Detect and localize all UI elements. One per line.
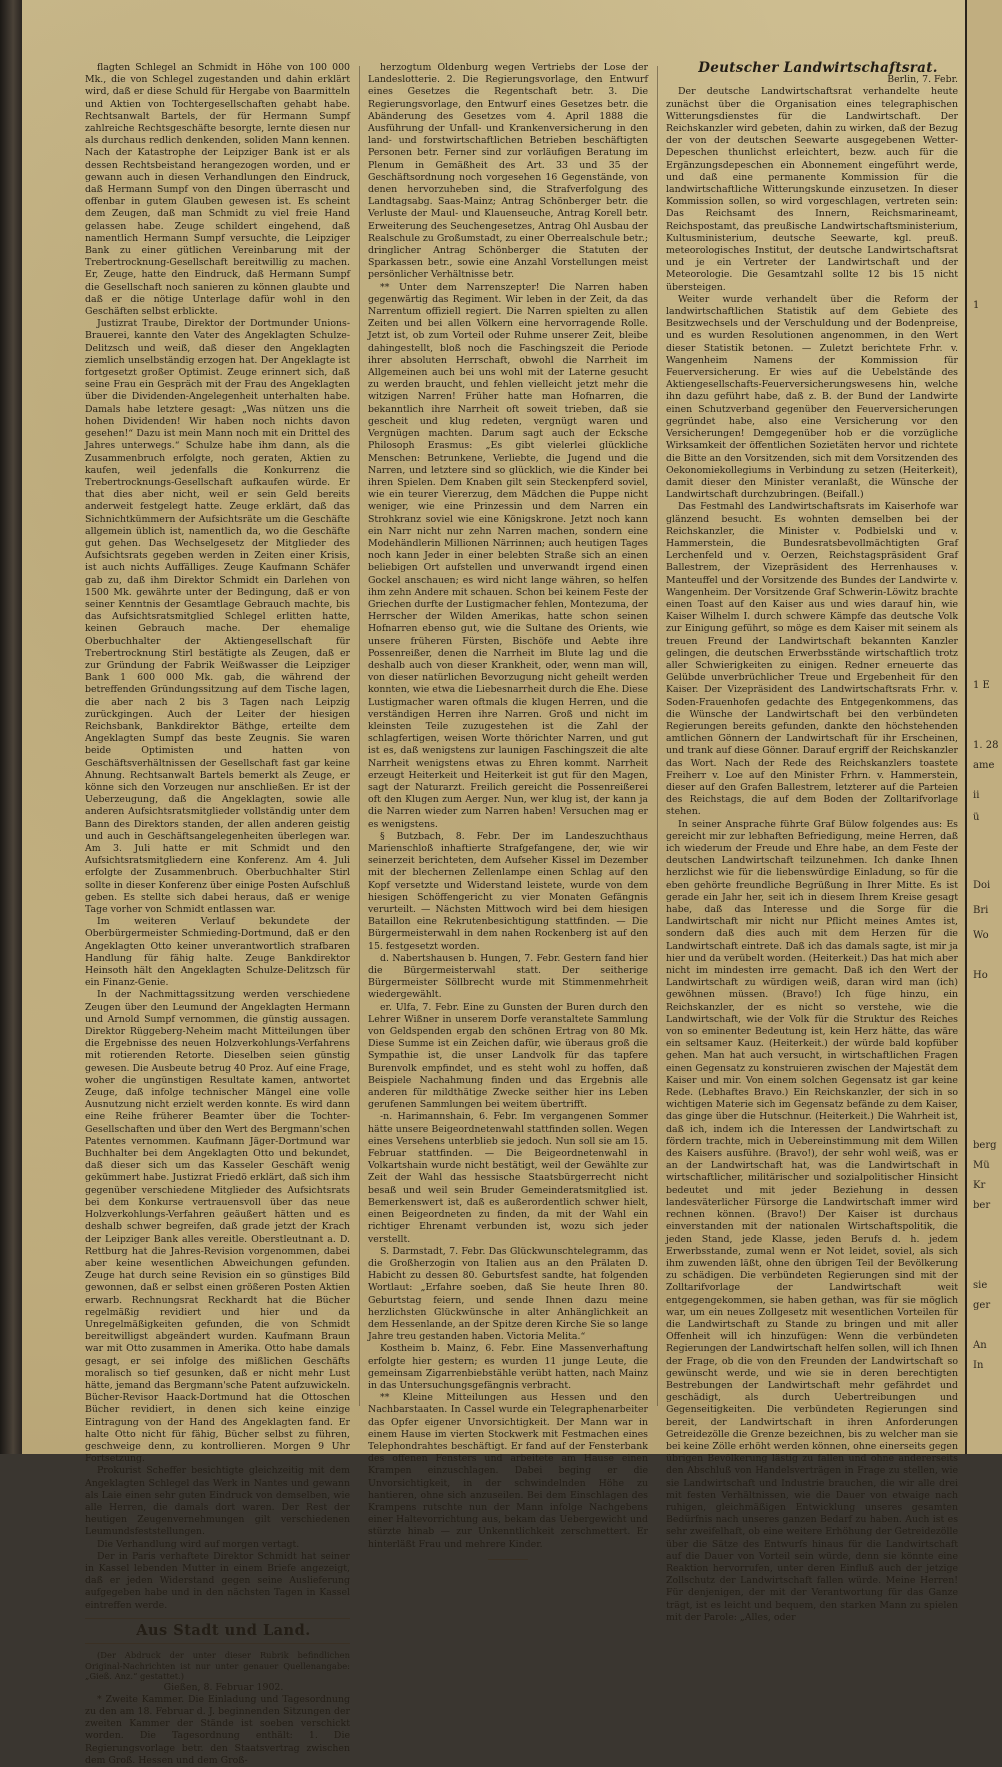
edge-fragment: 1 E (973, 680, 990, 691)
paragraph: er. Ulfa, 7. Febr. Eine zu Gunsten der Buren durch den Lehrer Wißner in unserem Dorfe veranstaltete Sammlung von Geldspenden ergab den schönen Ertrag von 80 Mk. Diese Summe ist ein Zeichen dafür, wie überaus groß die Sympathie ist, die unser Landvolk für das tapfere Burenvolk empfindet, und es steht wohl zu hoffen, daß Beispiele Nachahmung finden und das Ergebnis alle anderen für mildthätige Zwecke seither hier ins Leben gerufenen Sammlungen bei weitem übertrifft. (368, 1001, 648, 1111)
paragraph: § Butzbach, 8. Febr. Der im Landeszuchthaus Marienschloß inhaftierte Strafgefangene, der, wie wir seinerzeit berichteten, dem Aufseher Kissel im Dezember mit der blechernen Zellenlampe einen Schlag auf den Kopf versetzte und Widerstand leistete, wurde von dem hiesigen Schöffengericht zu vier Monaten Gefängnis verurteilt. — Nächsten Mittwoch wird bei dem hiesigen Bataillon eine Rekrutenbesichtigung stattfinden. — Die Bürgermeisterwahl in dem nahen Rockenberg ist auf den 15. festgesetzt worden. (368, 830, 648, 952)
article-title: Deutscher Landwirtschaftsrat. (698, 60, 938, 76)
paragraph: In seiner Ansprache führte Graf Bülow folgendes aus: Es gereicht mir zur lebhaften Befriedigung, meine Herren, daß ich wiederum der Freude und Ehre habe, an dem Feste der deutschen Landwirtschaft teilzunehmen. Ich danke Ihnen herzlichst wie für die liebenswürdige Einladung, so für die eben gehörte freundliche Begrüßung in Ihrer Mitte. Es ist gerade ein Jahr her, seit ich in diesem Ihrem Kreise gesagt habe, daß das Interesse und die Sorge für die Landwirtschaft mir nicht nur Pflicht meines Amtes ist, sondern daß dies auch mit dem Herzen für die Landwirtschaft eintrete. Daß ich das damals sagte, ist mir ja hier und da verübelt worden. (Heiterkeit.) Das hat mich aber nicht im mindesten irre gemacht. Daß ich den Wert der Landwirtschaft zu würdigen weiß, daran wird man (ich) gewöhnen müssen. (Bravo!) Ich füge hinzu, ein Reichskanzler, der es nicht so verstehe, wie die Landwirtschaft, wie der Volk für die Struktur des Reiches von so eminenter Bedeutung ist, kein Herz hätte, das wäre ein seltsamer Kauz. (Heiterkeit.) der würde bald kopfüber gehen. Man hat auch versucht, in wirtschaftlichen Fragen einen Gegensatz zu konstruieren zwischen der Majestät dem Kaiser und mir. Von einem solchen Gegensatz ist gar keine Rede. (Lebhaftes Bravo.) Ein Reichskanzler, der sich in so wichtigen Materie sich im Gegensatz befände zu dem Kaiser, das ginge über die Hutschnur. (Heiterkeit.) Die Wahrheit ist, daß ich, indem ich die Interessen der Landwirtschaft zu fördern trachte, mich in Uebereinstimmung mit dem Willen des Kaisers ausführe. (Bravo!), der sehr wohl weiß, was er an der Landwirtschaft hat, was die Landwirtschaft in wirtschaftlicher, militärischer und sozialpolitischer Hinsicht bedeutet und mit jeder Beziehung in dessen landesväterlicher Fürsorge die Landwirtschaft immer wird rechnen können. (Bravo!) Der Kaiser ist durchaus einverstanden mit der nationalen Wirtschaftspolitik, die jeden Stand, jede Klasse, jeden Berufs d. h. jedem Erwerbsstande, zumal wenn er Not leidet, soviel, als sich ihm zuwenden läßt, ohne den übrigen Teil der Bevölkerung zu schädigen. Die verbündeten Regierungen sind mit der Zolltarifvorlage der Landwirtschaft weit entgegengekommen, sie haben gethan, was für sie möglich war, um ein neues Zollgesetz mit wesentlichen Vorteilen für die Landwirtschaft zu Stande zu bringen und mit aller Offenheit will ich hinzufügen: Wenn die verbündeten Regierungen der Landwirtschaft helfen sollen, will ich Ihnen der Frage, ob die von den Freunden der Landwirtschaft so gewünscht werde, und wie sie in deren berechtigten Bestrebungen der Landwirtschaft mehr gefährdet und geschädigt, als durch Uebertreibungen und Gegenseitigkeiten. Die verbündeten Regierungen sind bereit, der Landwirtschaft in ihren Anforderungen Getreidezölle die Grenze bezeichnen, bis zu welcher man sie bei keine Zölle erhöht werden können, ohne einerseits gegen übrigen Bevölkerung lästig zu fallen und ohne andererseits den Abschluß von Handelsverträgen in Frage zu stellen, wie sie Landwirtschaft und Industrie brauchen, die wir alle drei mit festen Verhältnissen, wie die Dauer von etwaige nach ruhigen, gleichmäßigen Entwicklung unseres gesamten Bedürfnis nach unseres ganzen Bedarf zu haben. Auch ist es sehr zweifelhaft, ob eine weitere Erhöhung der Getreidezölle über die Sätze des Entwurfs hinaus für die Landwirtschaft auf die Dauer von Vorteil sein würde, denn sie könnte eine Reaktion hervorrufen, unter deren Einfluß auch der jetzige Zollschutz der Landwirtschaft fallen würde. Meine Herren! Für denjenigen, der mit der Verantwortung für das Ganze trägt, ist es leicht und bequem, den starken Mann zu spielen mit der Parole: „Alles, oder (666, 818, 958, 1623)
section-note: (Der Abdruck der unter dieser Rubrik befindlichen Original-Nachrichten ist nur unter genauer Quellenangabe: „Gieß. Anz.“ gestattet.) (85, 1650, 350, 1681)
edge-fragment: ger (973, 1300, 991, 1311)
end-dash (488, 1559, 528, 1560)
paragraph: d. Nabertshausen b. Hungen, 7. Febr. Gestern fand hier die Bürgermeisterwahl statt. Der seitherige Bürgermeister Söllbrecht wurde mit Stimmenmehrheit wiedergewählt. (368, 952, 648, 1001)
paragraph: Der in Paris verhaftete Direktor Schmidt hat seiner in Kassel lebenden Mutter in einem Briefe angezeigt, daß er jeden Widerstand gegen seine Auslieferung aufgegeben habe und in den nächsten Tagen in Kassel eintreffen werde. (85, 1550, 350, 1611)
edge-fragment: 1 (973, 300, 980, 311)
edge-fragment: Mü (973, 1160, 990, 1171)
edge-fragment: An (973, 1340, 987, 1351)
paragraph: Kostheim b. Mainz, 6. Febr. Eine Massenverhaftung erfolgte hier gestern; es wurden 11 junge Leute, die gemeinsam Zigarrenbiebstähle verübt hatten, nach Mainz in das Untersuchungsgefängnis verbracht. (368, 1343, 648, 1391)
column-right (666, 60, 958, 1623)
edge-fragment: In (973, 1360, 984, 1371)
paragraph: Weiter wurde verhandelt über die Reform der landwirtschaftlichen Statistik auf dem Gebiete des Besitzwechsels und der Verschuldung und der Bodenpreise, und es wurden Resolutionen angenommen, in den Wert dieser Statistik betonen. — Zuletzt berichtete Frhr. v. Wangenheim Namens der Kommission für Feuerversicherung. Er wies auf die Uebelstände des Aktiengesellschafts-Feuerversicherungswesens hin, welche ihn dazu geführt habe, daß z. B. der Bund der Landwirte einen Schutzverband gegenüber den Feuerversicherungen gegründet habe, also eine Versicherung vor den Versicherungen! Demgegenüber hob er die vorzügliche Wirksamkeit der öffentlichen Sozietäten hervor und richtete die Bitte an den Vorsitzenden, sich mit dem Vorsitzenden des Oekonomiekollegiums in Verbindung zu setzen (Heiterkeit), damit dieser den Minister veranlaßt, die Wünsche der Landwirtschaft durchzubringen. (Beifall.) (666, 293, 958, 501)
newspaper-page (22, 0, 965, 1766)
section-divider (85, 1618, 350, 1619)
paragraph: Das Festmahl des Landwirtschaftsrats im Kaiserhofe war glänzend besucht. Es wohnten demselben bei der Reichskanzler, die Minister v. Podbielski und v. Hammerstein, die Bundesratsbevollmächtigten Graf Lerchenfeld und v. Oerzen, Reichstagspräsident Graf Ballestrem, der Vizepräsident des Herrenhauses v. Manteuffel und der Vorsitzende des Bundes der Landwirte v. Wangenheim. Der Vorsitzende Graf Schwerin-Löwitz brachte einen Toast auf den Kaiser aus und wies darauf hin, wie Kaiser Wilhelm I. durch schwere Kämpfe das deutsche Volk zur Einigung geführt, so möge es dem Kaiser mit seinem als treuen Freund der Landwirtschaft bekannten Kanzler gelingen, die deutschen Erwerbsstände wirtschaftlich trotz aller Schwierigkeiten zu einigen. Redner erneuerte das Gelübde unverbrüchlicher Treue und Ergebenheit für den Kaiser. Der Vizepräsident des Landwirtschaftsrats Frhr. v. Soden-Frauenhofen gedachte des Entgegenkommens, das die Wünsche der Landwirtschaft bei den verbündeten Regierungen bereits gefunden, dankte den höchstehenden amtlichen Gönnern der Landwirtschaft für ihr Erscheinen, und trank auf diese Gönner. Darauf ergriff der Reichskanzler das Wort. Nach der Rede des Reichskanzlers toastete Freiherr v. Loe auf den Minister Frhrn. v. Hammerstein, dieser auf den Grafen Ballestrem, letzterer auf die Parteien des Reichstags, die auf dem Boden der Zolltarifvorlage stehen. (666, 501, 958, 818)
column-left (85, 62, 350, 1766)
paragraph: Der deutsche Landwirtschaftsrat verhandelte heute zunächst über die Organisation eines telegraphischen Witterungsdienstes für die Landwirtschaft. Der Reichskanzler wird gebeten, dahin zu wirken, daß der Bezug der von der deutschen Seewarte ausgegebenen Wetter-Depeschen thunlichst erleichtert, bezw. auch für die Ergänzungsdepeschen ein Abonnement eingeführt werde, und daß eine permanente Kommission für die landwirtschaftliche Witterungskunde einzusetzen. In dieser Kommission sollen, so wird vorgeschlagen, vertreten sein: Das Reichsamt des Innern, Reichsmarineamt, Reichspostamt, das preußische Landwirtschaftsministerium, Kultusministerium, deutsche Seewarte, kgl. preuß. meteorologisches Institut, der deutsche Landwirtschaftsrat und je ein Vertreter der Landwirtschaft und der Meteorologie. Die Gesamtzahl sollte 12 bis 15 nicht übersteigen. (666, 86, 958, 293)
paragraph: -n. Harimannshain, 6. Febr. Im vergangenen Sommer hätte unsere Beigeordnetenwahl stattfinden sollen. Wegen eines Versehens unterblieb sie jedoch. Nun soll sie am 15. Februar stattfinden. — Die Beigeordnetenwahl in Volkartshain wurde nicht bestätigt, weil der Gewählte zur Zeit der Wahl das hessische Staatsbürgerrecht nicht besaß und weil sein Bruder Gemeinderatsmitglied ist. Bemerkenswert ist, daß es außerordentlich schwer hielt, einen Beigeordneten zu finden, da mit der Wahl ein richtiger Ehrenamt verbunden ist, wozu sich jeder verstellt. (368, 1111, 648, 1245)
paragraph: ** Unter dem Narrenszepter! Die Narren haben gegenwärtig das Regiment. Wir leben in der Zeit, da das Narrentum offiziell regiert. Die Narren spielten zu allen Zeiten und bei allen Völkern eine hervorragende Rolle. Jetzt ist, ob zum Vorteil oder Ruhme unserer Zeit, bleibe dahingestellt, bloß noch die Faschingszeit die Periode ihrer absoluten Herrschaft, obwohl die Narrheit im Allgemeinen auch bei uns wohl mit der Laterne gesucht zu werden braucht, und fehlen vielleicht jetzt mehr die witzigen Narren! Früher hatte man Hofnarren, die bekanntlich ihre Narrheit oft soweit trieben, daß sie gescheit und klug redeten, vergnügt waren und Vergnügen machten. Darum sagt auch der Ecksche Philosoph Erasmus: „Es gibt vielerlei glückliche Menschen: Betrunkene, Verliebte, die Jugend und die Narren, und letztere sind so glücklich, wie die Kinder bei ihren Spielen. Dem Knaben gilt sein Steckenpferd soviel, wie ein teurer Viererzug, dem Mädchen die Puppe nicht weniger, wie eine Prinzessin und dem Narren ein Strohkranz soviel wie eine Königskrone. Jetzt noch kann ein Narr nicht nur zehn Narren machen, sondern eine Modehändlerin Millionen Närrinnen; auch heutigen Tages noch kann Jeder in einer belebten Straße sich an einen beliebigen Ort aufstellen und unverwandt irgend einen Gockel anschauen; es wird nicht lange währen, so helfen ihm zehn Andere mit schauen. Schon bei keinem Feste der Griechen durfte der Lustigmacher fehlen, Montezuma, der Herrscher der Wilden Amerikas, hatte schon seinen Hofnarren ebenso gut, wie die Sultane des Orients, wie unsere früheren Fürsten, Bischöfe und Aebte ihre Possenreißer, denen die Narrheit im Blute lag und die deshalb auch von dieser Krankheit, oder, wenn man will, von dieser natürlichen Bevorzugung nicht geheilt werden konnten, wie etwa die Liebesnarrheit durch die Ehe. Diese Lustigmacher waren oftmals die klugen Herren, und die verständigen Herren ihre Narren. Groß und nicht im kleinsten Teile zuzugestehen ist die Zahl der schlagfertigen, weisen Worte thörichter Narren, und gut ist es, daß wenigstens zur launigen Faschingszeit die alte Narrheit wenigstens etwas zu Ehren kommt. Narrheit erzeugt Heiterkeit und Heiterkeit ist gut für den Magen, sagt der Naturarzt. Freilich gereicht die Possenreißerei oft den Klugen zum Aerger. Nun, wer klug ist, der kann ja die Narren wieder zum Narren haben! Versuchen mag er es wenigstens. (368, 281, 648, 830)
paragraph: * Zweite Kammer. Die Einladung und Tagesordnung zu den am 18. Februar d. J. beginnenden Sitzungen der zweiten Kammer der Stände ist soeben verschickt worden. Die Tagesordnung enthält: 1. Die Regierungsvorlage betr. den Staatsvertrag zwischen dem Groß. Hessen und dem Groß- (85, 1693, 350, 1766)
section-title: Aus Stadt und Land. (136, 1621, 311, 1639)
edge-fragment: ii (973, 790, 980, 801)
dateline: Berlin, 7. Febr. (887, 74, 958, 86)
edge-fragment: berg (973, 1140, 997, 1151)
edge-fragment: Ho (973, 970, 988, 981)
adjacent-page-edge (965, 0, 1002, 1454)
column-rule (657, 66, 658, 1406)
paragraph: S. Darmstadt, 7. Febr. Das Glückwunschtelegramm, das die Großherzogin von Italien aus an den Prälaten D. Habicht zu dessen 80. Geburtsfest sandte, hat folgenden Wortlaut: „Erfahre soeben, daß Sie heute Ihren 80. Geburtstag feiern, und sende Ihnen dazu meine herzlichsten Glückwünsche in alter Anhänglichkeit an dem Hessenlande, an der Spitze deren Kirche Sie so lange Jahre treu gestanden haben. Victoria Melita.“ (368, 1245, 648, 1343)
edge-fragment: sie (973, 1280, 988, 1291)
dateline: Gießen, 8. Februar 1902. (163, 1681, 284, 1693)
edge-fragment: Bri (973, 905, 989, 916)
column-middle (368, 62, 648, 1550)
edge-fragment: ame (973, 760, 995, 771)
book-spine (0, 0, 22, 1454)
edge-fragment: ber (973, 1200, 991, 1211)
paragraph: herzogtum Oldenburg wegen Vertriebs der Lose der Landeslotterie. 2. Die Regierungsvorlage, den Entwurf eines Gesetzes die Regentschaft betr. 3. Die Regierungsvorlage, den Entwurf eines Gesetzes betr. die Abänderung des Gesetzes vom 4. April 1888 die Ausführung der Unfall- und Krankenversicherung in den land- und forstwirtschaftlichen Betrieben beschäftigten Personen betr. Ferner sind zur vorläufigen Beratung im Plenum in Gemäßheit des Art. 33 und 35 der Geschäftsordnung noch vorgesehen 16 Gegenstände, von denen hervorzuheben sind, die Strafverfolgung des Landtagsabg. Saas-Mainz; Antrag Schönberger betr. die Verluste der Maul- und Klauenseuche, Antrag Korell betr. Erweiterung des Seuchengesetzes, Antrag Ohl Ausbau der Realschule zu Großumstadt, zu einer Oberrealschule betr.; dringlicher Antrag Schönberger die Statuten der Sparkassen betr., sowie eine Anzahl Vorstellungen meist persönlicher Verhältnisse betr. (368, 62, 648, 281)
edge-fragment: Wo (973, 930, 989, 941)
paragraph: Die Verhandlung wird auf morgen vertagt. (97, 1538, 300, 1550)
paragraph: Justizrat Traube, Direktor der Dortmunder Unions-Brauerei, kannte den Vater des Angeklagten Schulze-Delitzsch und weiß, daß dieser den Angeklagten ziemlich unselbständig erzogen hat. Der Angeklagte ist fortgesetzt großer Optimist. Zeuge erinnert sich, daß seine Frau ein Gespräch mit der Frau des Angeklagten über die Dividenden-Angelegenheit unterhalten habe. Damals habe letztere gesagt: „Was nützen uns die hohen Dividenden! Wir haben noch nichts davon gesehen!“ Dazu ist mein Mann noch mit ein Drittel des Jahres unterwegs.“ Schulze habe ihm dann, als die Zusammenbruch erfolgte, noch geraten, Aktien zu kaufen, weil jedenfalls die Konkurrenz die Trebertrocknungs-Gesellschaft aufkaufen würde. Er that dies aber nicht, weil er sein Geld bereits anderweit festgelegt hatte. Zeuge erklärt, daß das Sichnichtkümmern der Aufsichtsräte um die Geschäfte allgemein üblich ist, namentlich da, wo die Geschäfte gut gehen. Das Wechselgesetz der Mitglieder des Aufsichtsrats gegeben werden in Zeiten einer Krisis, ist auch nichts Auffälliges. Zeuge Kaufmann Schäfer gab zu, daß ihm Direktor Schmidt ein Darlehen von 1500 Mk. gewährte unter der Bedingung, daß er von seiner Kenntnis der Gesamtlage Gebrauch machte, bis das Aufsichtsratsmitglied Schlegel erlitten hatte, keinen Gebrauch mache. Der ehemalige Oberbuchhalter der Aktiengesellschaft für Trebertrocknung Stirl bestätigte als Zeugen, daß er zur Gründung der Fabrik Weißwasser die Leipziger Bank 1 600 000 Mk. gab, die während der betreffenden Gründungssitzung auf dem Tische lagen, die aber nach 2 bis 3 Tagen nach Leipzig zurückgingen. Auch der Leiter der hiesigen Reichsbank, Bankdirektor Bäthge, erteilte dem Angeklagten Sumpf das beste Zeugnis. Sie waren beide Optimisten und hatten von Geschäftsverhältnissen der Gesellschaft fast gar keine Ahnung. Rechtsanwalt Bartels bemerkt als Zeuge, er könne sich den Vorzeugen nur anschließen. Er ist der Ueberzeugung, daß die Angeklagten, sowie alle anderen Aufsichtsratsmitglieder vollständig unter dem Bann des Direktors standen, der allen anderen geistig und auch in Geschäftsangelegenheiten überlegen war. Am 3. Juli hatte er mit Schmidt und den Aufsichtsratsmitgliedern eine Konferenz. Am 4. Juli erfolgte der Zusammenbruch. Oberbuchhalter Stirl sollte in dieser Konferenz über einige Posten Aufschluß geben. Es stellte sich dabei heraus, daß er wenige Tage vorher von Schmidt entlassen war. (85, 318, 350, 916)
edge-fragment: ü (973, 812, 980, 823)
edge-fragment: Kr (973, 1180, 986, 1191)
paragraph: flagten Schlegel an Schmidt in Höhe von 100 000 Mk., die von Schlegel zugestanden und dahin erklärt wird, daß er diese Schuld für Hergabe von Baarmitteln und Aktien von Tochtergesellschaften gehabt habe. Rechtsanwalt Bartels, der für Hermann Sumpf zahlreiche Rechtsgeschäfte besorgte, lernte diesen nur als durchaus redlich denkenden, soliden Mann kennen. Nach der Katastrophe der Leipziger Bank ist er als dessen Rechtsbeistand herangezogen worden, und er gewann auch in diesen Verhandlungen den Eindruck, daß Hermann Sumpf von den Dingen überrascht und offenbar in gutem Glauben gewesen ist. Es scheint dem Zeugen, daß man Schmidt zu viel freie Hand gelassen habe. Zeuge schildert eingehend, daß namentlich Hermann Sumpf versuchte, die Leipziger Bank zu einer gütlichen Vereinbarung mit der Trebertrocknung-Gesellschaft bereitwillig zu machen. Er, Zeuge, hatte den Eindruck, daß Hermann Sumpf die Gesellschaft noch sanieren zu können glaubte und daß er die nötige Unterlage dafür wohl in den Geschäften selbst erblickte. (85, 62, 350, 318)
paragraph: ** Kleine Mitteilungen aus Hessen und den Nachbarstaaten. In Cassel wurde ein Telegraphenarbeiter das Opfer eigener Unvorsichtigkeit. Der Mann war in einem Hause im vierten Stockwerk mit Festmachen eines Telephondrahtes beschäftigt. Er fand auf der Fensterbank des offenen Fensters und arbeitete am Hause einen Krampen einzuschlagen. Dabei beging er die Unvorsichtigkeit, in der schwindelnden Höhe zu hantieren, ohne sich anzuseilen. Bei dem Einschlagen des Krampens rutschte nun der Mann infolge Nachgebens einer Haltevorrichtung aus, bekam das Uebergewicht und stürzte hinab — zur Unkenntlichkeit zerschmettert. Er hinterläßt Frau und mehrere Kinder. (368, 1392, 648, 1550)
paragraph: In der Nachmittagssitzung werden verschiedene Zeugen über den Leumund der Angeklagten Hermann und Arnold Sumpf vernommen, die günstig aussagen. Direktor Rüggeberg-Neheim macht Mitteilungen über die Ergebnisse des neuen Holzverkohlungs-Verfahrens mit rotierenden Retorte. Dieselben seien günstig gewesen. Die Ausbeute betrug 40 Proz. Auf eine Frage, woher die ungünstigen Resultate kamen, antwortet Zeuge, daß infolge technischer Mängel eine volle Ausnutzung nicht erzielt werden konnte. Es wird dann eine Reihe früherer Beamter über die Tochter-Gesellschaften und über den Wert des Bergmann'schen Patentes vernommen. Kaufmann Jäger-Dortmund war Buchhalter bei dem Angeklagten Otto und bekundet, daß dieser sich um das Kasseler Geschäft wenig gekümmert habe. Justizrat Friedö erklärt, daß sich ihm gegenüber verschiedene Mitglieder des Aufsichtsrats bei dem Konkurse vertrauensvoll über das neue Holzverkohlungs-Verfahren geäußert hätten und es deshalb schwer begreifen, daß grade jetzt der Krach der Leipziger Bank alles vereitle. Oberstleutnant a. D. Rettburg hat die Jahres-Revision vorgenommen, dabei aber keine wesentlichen Abweichungen gefunden. Zeuge hat durch seine Revision ein so günstiges Bild gewonnen, daß er selbst einen größeren Posten Aktien erwarb. Rechnungsrat Reckhardt hat die Bücher regelmäßig revidiert und hier und da Unregelmäßigkeiten gefunden, die von Schmidt bereitwilligst abgeändert wurden. Kaufmann Braun war mit Otto zusammen in Amerika. Otto habe damals gesagt, er sei infolge des mißlichen Geschäfts moralisch so tief gesunken, daß er nicht mehr Lust hätte, jemand das Bergmann'sche Patent aufzuwickeln. Bücher-Revisor Haack-Dortmund hat die Ottoschen Bücher revidiert, in denen sich keine einzige Eintragung von der Hand des Angeklagten fand. Er halte Otto nicht für fähig, Bücher selbst zu führen, geschweige denn, zu kontrollieren. Morgen 9 Uhr Fortsetzung. (85, 989, 350, 1465)
paragraph: Im weiteren Verlauf bekundete der Oberbürgermeister Schmieding-Dortmund, daß er den Angeklagten Otto keiner unverantwortlich strafbaren Handlung für fähig halte. Zeuge Bankdirektor Heinsoth hält den Angeklagten Schulze-Delitzsch für ein Finanz-Genie. (85, 916, 350, 989)
section-divider (85, 1643, 350, 1644)
paragraph: Prokurist Scheffer besichtigte gleichzeitig mit dem Angeklagten Schlegel das Werk in Nantes und gewann als Laie einen sehr guten Eindruck von demselben, wie alle Herren, die damals dort waren. Der Rest der heutigen Zeugenvernehmungen gilt verschiedenen Leumundsfeststellungen. (85, 1465, 350, 1538)
edge-fragment: Doi (973, 880, 991, 891)
edge-fragment: 1. 28 (973, 740, 999, 751)
column-rule (359, 66, 360, 1406)
